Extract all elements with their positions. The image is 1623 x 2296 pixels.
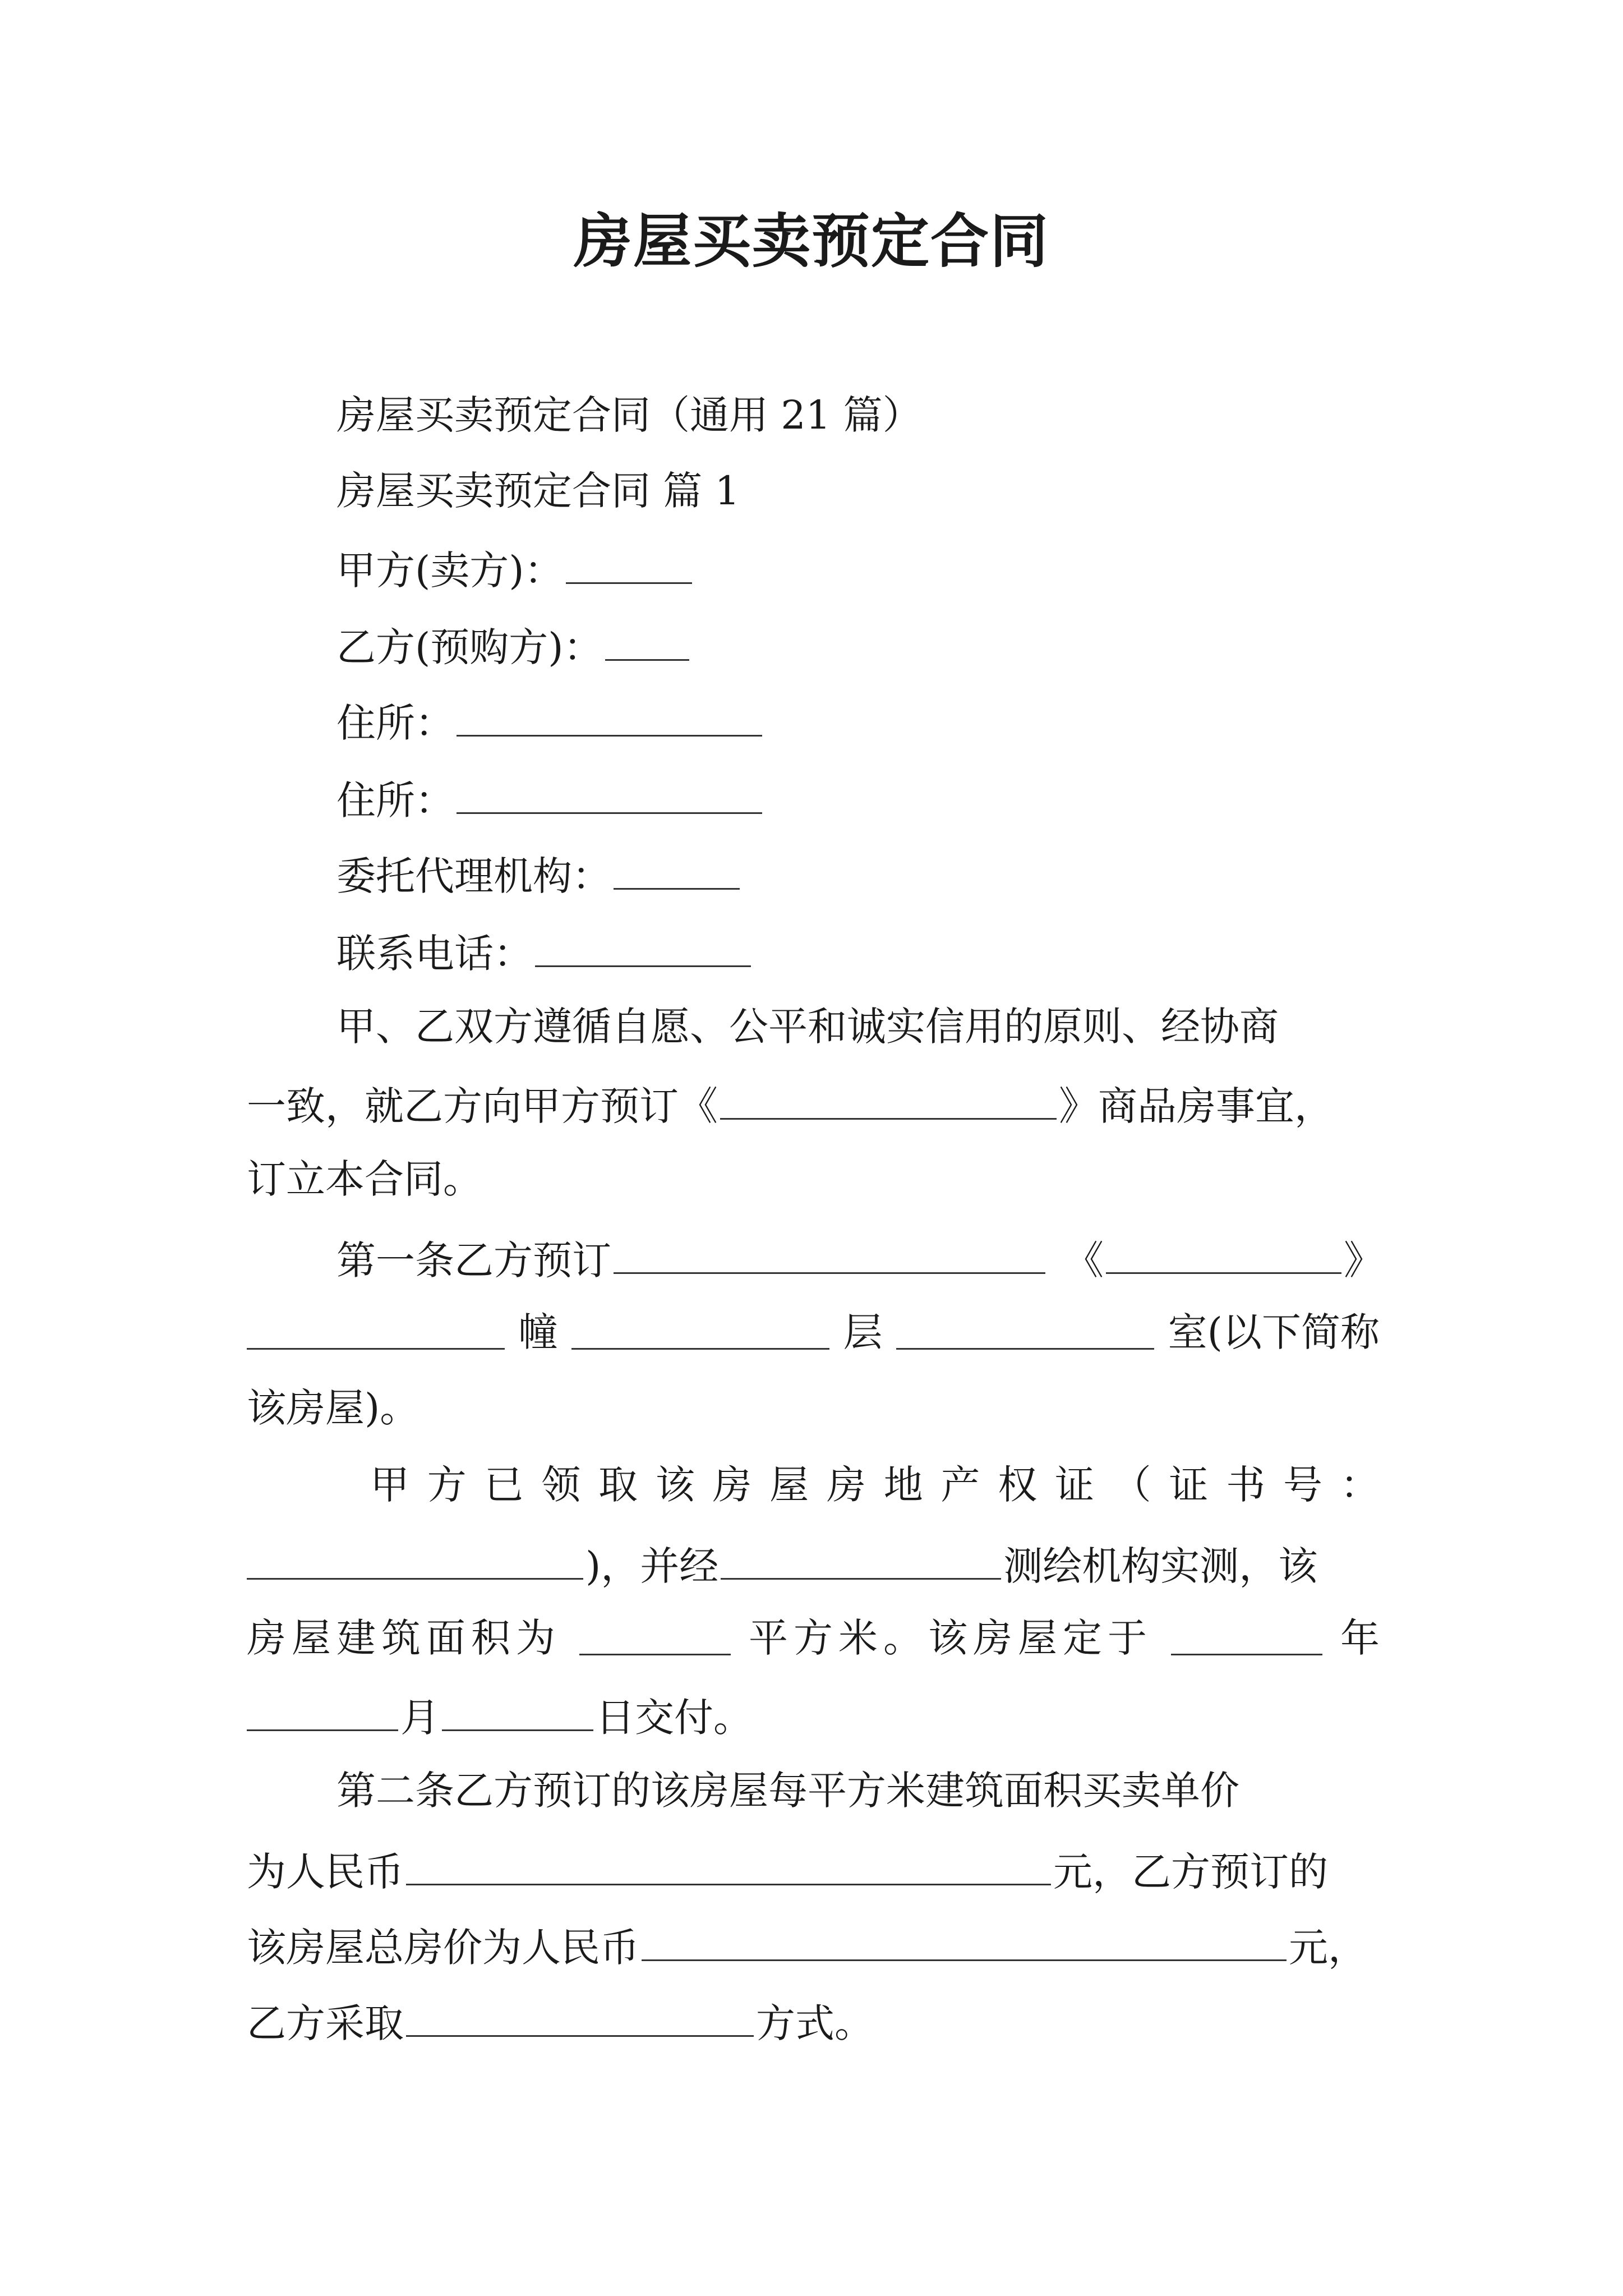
cert-line-1-char: 房: [712, 1462, 752, 1508]
art2-line-2: [247, 1840, 1380, 1900]
art1-blank-3: [247, 1304, 505, 1350]
project-name-blank: [720, 1074, 1057, 1120]
section-heading: 房屋买卖预定合同 篇 1: [336, 468, 740, 514]
party-b-blank: [605, 615, 689, 661]
art1-text-b: 《: [1064, 1237, 1104, 1283]
cert-text-year: 年: [1340, 1615, 1380, 1661]
art2-text-e: 乙方采取: [247, 2000, 404, 2046]
cert-line-1-char: ：: [1340, 1462, 1380, 1508]
year-blank: [1171, 1610, 1322, 1655]
cert-line-1-char: 房: [827, 1462, 866, 1508]
cert-line-1-char: 该: [655, 1462, 695, 1508]
art2-line-4: [247, 1991, 1380, 2051]
art1-line-1: [336, 1228, 1383, 1289]
agent-line: [336, 844, 1380, 904]
art1-text-building: 幢: [518, 1309, 558, 1355]
art2-line-1: 第二条乙方预订的该房屋每平方米建筑面积买卖单价: [336, 1768, 1239, 1814]
cert-line-1-char: 产: [940, 1462, 980, 1508]
month-blank: [247, 1686, 398, 1731]
p1-text-a: 一致，就乙方向甲方预订《: [247, 1083, 718, 1129]
cert-line-1-char: 证: [1055, 1462, 1094, 1508]
art1-text-a: 第一条乙方预订: [336, 1237, 611, 1283]
art1-blank-5: [896, 1304, 1154, 1350]
art1-text-floor: 层: [843, 1309, 883, 1355]
cert-line-1-char: 屋: [769, 1462, 809, 1508]
cert-line-1-char: 书: [1226, 1462, 1266, 1508]
cert-text-b: 测绘机构实测，该: [1003, 1543, 1318, 1589]
cert-line-1-char: 领: [541, 1462, 581, 1508]
cert-line-1-char: 方: [427, 1462, 467, 1508]
art2-text-d: 元，: [1289, 1925, 1367, 1971]
art1-blank-1: [614, 1228, 1045, 1274]
payment-method-blank: [406, 1991, 754, 2037]
area-blank: [579, 1610, 731, 1655]
art1-blank-4: [571, 1304, 829, 1350]
cert-text-day: 日交付。: [596, 1695, 753, 1741]
cert-line-1-char: 甲: [370, 1462, 409, 1508]
party-b-line: [336, 615, 1380, 675]
cert-line-1-char: （: [1112, 1462, 1151, 1508]
p1-line-1: 甲、乙双方遵循自愿、公平和诚实信用的原则、经协商: [336, 1004, 1279, 1050]
p1-line-3: 订立本合同。: [247, 1156, 482, 1202]
day-blank: [442, 1686, 593, 1731]
subtitle: 房屋买卖预定合同（通用 21 篇）: [336, 392, 922, 438]
art2-line-3: [247, 1916, 1380, 1976]
unit-price-blank: [406, 1840, 1051, 1885]
total-price-blank: [642, 1916, 1287, 1961]
cert-text-a: )，并经: [585, 1543, 719, 1589]
cert-line-1-char: 权: [998, 1462, 1038, 1508]
cert-text-d: 平方米。该房屋定于: [749, 1615, 1152, 1661]
cert-line-2: [247, 1534, 1380, 1594]
cert-line-1-char: 已: [484, 1462, 524, 1508]
art1-blank-2: [1106, 1228, 1341, 1274]
art2-text-f: 方式。: [756, 2000, 874, 2046]
document-title: 房屋买卖预定合同: [573, 206, 1049, 275]
art1-text-c: 》: [1344, 1237, 1383, 1283]
art1-line-3: 该房屋)。: [247, 1385, 419, 1431]
agent-blank: [614, 844, 740, 890]
cert-line-4: [247, 1686, 1380, 1746]
survey-org-blank: [721, 1534, 1001, 1580]
phone-line: [336, 922, 1380, 982]
cert-line-1-char: 取: [598, 1462, 638, 1508]
address-blank-2: [457, 769, 762, 814]
address-line-1: [336, 691, 1380, 751]
phone-blank: [535, 922, 751, 967]
cert-line-1-char: 证: [1169, 1462, 1209, 1508]
cert-line-1-char: 号: [1283, 1462, 1322, 1508]
phone-label: 联系电话：: [336, 931, 533, 977]
art1-text-room: 室(以下简称: [1168, 1309, 1380, 1355]
art2-text-c: 该房屋总房价为人民币: [247, 1925, 639, 1971]
art2-text-a: 为人民币: [247, 1849, 404, 1895]
p1-text-b: 》商品房事宜，: [1059, 1083, 1334, 1129]
address-label-1: 住所：: [336, 700, 454, 746]
address-blank-1: [457, 691, 762, 737]
party-b-label: 乙方(预购方)：: [336, 624, 603, 670]
cert-line-1: [370, 1457, 1380, 1513]
art1-line-2: [247, 1304, 1380, 1360]
cert-line-3: [247, 1610, 1380, 1666]
party-a-blank: [566, 539, 692, 584]
cert-text-c: 房屋建筑面积为: [247, 1615, 561, 1661]
art2-text-b: 元，乙方预订的: [1053, 1849, 1328, 1895]
cert-line-1-char: 地: [883, 1462, 923, 1508]
address-line-2: [336, 769, 1380, 829]
address-label-2: 住所：: [336, 777, 454, 823]
cert-text-month: 月: [400, 1695, 440, 1741]
agent-label: 委托代理机构：: [336, 853, 611, 899]
p1-line-2: [247, 1074, 1380, 1134]
party-a-line: [336, 539, 1380, 599]
cert-number-blank: [247, 1534, 583, 1580]
party-a-label: 甲方(卖方)：: [336, 547, 564, 593]
